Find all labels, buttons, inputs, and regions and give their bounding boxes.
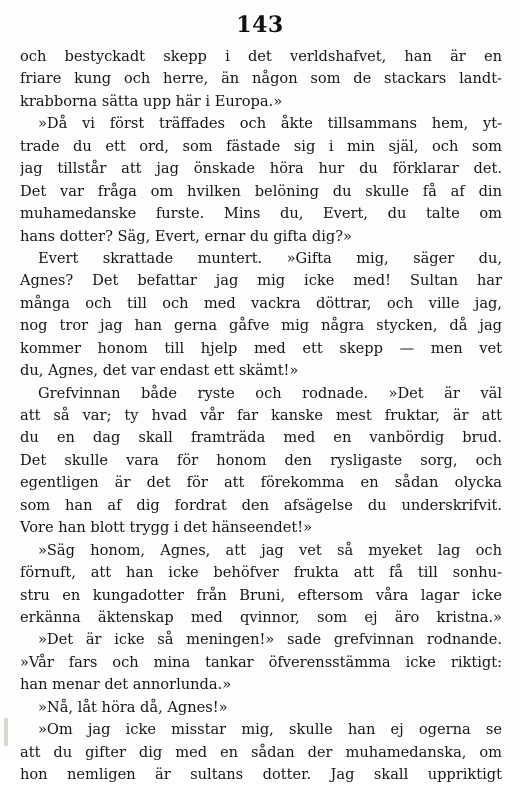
text-line: han menar det annorlunda.»	[20, 676, 232, 694]
text-line: Det var fråga om hvilken belöning du skulle få af din	[20, 182, 502, 200]
text-line: att så var; ty hvad vår far kanske mest fruktar, är att	[20, 407, 502, 424]
text-line: »Det är icke så meningen!» sade grefvinnan rodnande.	[38, 631, 502, 649]
text-line: trade du ett ord, som fästade sig i min själ, och som	[20, 137, 502, 155]
text-line: »Vår fars och mina tankar öfverensstämma icke riktigt:	[20, 653, 502, 671]
text-line: »Nå, låt höra då, Agnes!»	[38, 698, 228, 716]
text-line: Evert skrattade muntert. »Gifta mig, säger du,	[38, 249, 502, 267]
text-line: att du gifter dig med en sådan der muhamedanska, om	[20, 743, 502, 761]
text-line: och bestyckadt skepp i det verldshafvet, han är en	[20, 48, 502, 65]
text-line: Vore han blott trygg i det hänseendet!»	[20, 519, 313, 537]
text-line: krabborna sätta upp här i Europa.»	[20, 92, 283, 110]
text-line: du, Agnes, det var endast ett skämt!»	[20, 362, 299, 380]
body-text	[20, 46, 502, 786]
text-line: jag tillstår att jag önskade höra hur du förklarar det.	[20, 160, 502, 178]
text-line: Det skulle vara för honom den rysligaste sorg, och	[20, 451, 502, 469]
text-line: egentligen är det för att förekomma en sådan olycka	[20, 474, 502, 492]
text-line: hans dotter? Säg, Evert, ernar du gifta dig?»	[20, 227, 352, 245]
text-line: nog tror jag han gerna gåfve mig några stycken, då jag	[20, 317, 502, 335]
text-line: förnuft, att han icke behöfver frukta att få till sonhu-	[20, 564, 502, 582]
page-number: 143	[236, 12, 284, 38]
text-line: erkänna äktenskap med qvinnor, som ej äro kristna.»	[20, 608, 502, 626]
text-line: muhamedanske furste. Mins du, Evert, du talte om	[20, 205, 502, 223]
text-line: »Då vi först träffades och åkte tillsammans hem, yt-	[38, 115, 502, 133]
text-line: »Om jag icke misstar mig, skulle han ej ogerna se	[38, 721, 502, 739]
text-line: som han af dig fordrat den afsägelse du underskrifvit.	[20, 496, 502, 514]
text-line: kommer honom till hjelp med ett skepp — men vet	[20, 339, 502, 357]
text-line: hon nemligen är sultans dotter. Jag skall uppriktigt	[20, 766, 502, 783]
text-line: stru en kungadotter från Bruni, eftersom våra lagar icke	[20, 586, 502, 604]
text-line: Agnes? Det befattar jag mig icke med! Sultan har	[20, 272, 502, 290]
page-edge-shadow	[4, 718, 8, 746]
text-line: Grefvinnan både ryste och rodnade. »Det är väl	[38, 384, 502, 402]
text-line: många och till och med vackra döttrar, och ville jag,	[20, 294, 502, 312]
text-line: du en dag skall framträda med en vanbördig brud.	[20, 429, 502, 447]
text-line: friare kung och herre, än någon som de stackars landt-	[20, 70, 502, 88]
text-line: »Säg honom, Agnes, att jag vet så myeket lag och	[38, 541, 502, 559]
